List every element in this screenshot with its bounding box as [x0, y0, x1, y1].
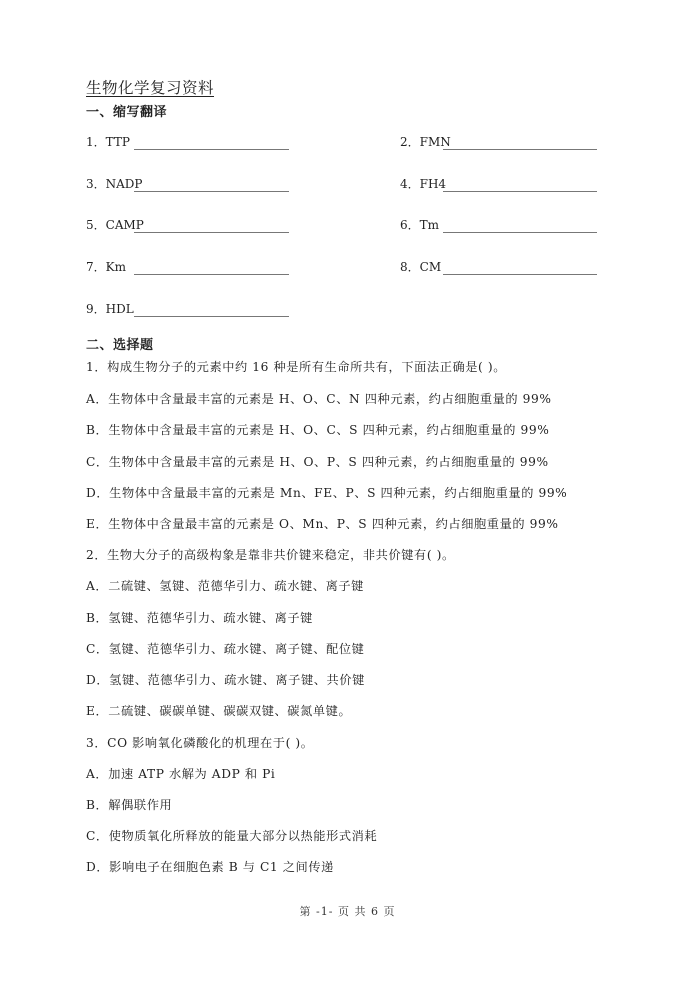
answer-blank[interactable]	[443, 219, 597, 233]
abbr-label: 8．CM	[400, 260, 445, 274]
section-heading-multiple-choice: 二、选择题	[86, 338, 154, 353]
abbr-item-4	[400, 175, 446, 192]
abbr-item-7	[86, 258, 134, 275]
question-2: 2．生物大分子的高级构象是靠非共价键来稳定，非共价键有( )。	[86, 548, 455, 562]
abbr-label: 2．FMN	[400, 135, 451, 149]
page-footer: 第 -1- 页 共 6 页	[299, 905, 396, 918]
answer-blank[interactable]	[134, 261, 289, 275]
abbr-label: 7．Km	[86, 260, 134, 274]
document-title: 生物化学复习资料	[86, 79, 215, 97]
q3-option-b: B．解偶联作用	[86, 798, 173, 812]
answer-blank[interactable]	[443, 178, 597, 192]
q2-option-d: D．氢键、范德华引力、疏水键、离子键、共价键	[86, 673, 365, 687]
abbr-item-1	[86, 133, 134, 150]
abbr-item-2	[400, 133, 451, 150]
abbr-item-5	[86, 216, 144, 233]
abbr-label: 9．HDL	[86, 302, 138, 316]
abbr-label: 5．CAMP	[86, 218, 144, 232]
answer-blank[interactable]	[134, 219, 289, 233]
abbr-label: 3．NADP	[86, 177, 143, 191]
answer-blank[interactable]	[134, 303, 289, 317]
q1-option-c: C．生物体中含量最丰富的元素是 H、O、P、S 四种元素，约占细胞重量的 99%	[86, 455, 549, 469]
q3-option-d: D．影响电子在细胞色素 B 与 C1 之间传递	[86, 860, 334, 874]
abbr-item-6	[400, 216, 443, 233]
q1-option-d: D．生物体中含量最丰富的元素是 Mn、FE、P、S 四种元素，约占细胞重量的 99%	[86, 486, 568, 500]
answer-blank[interactable]	[443, 136, 597, 150]
abbr-label: 6．Tm	[400, 218, 443, 232]
answer-blank[interactable]	[134, 178, 289, 192]
abbr-item-8	[400, 258, 445, 275]
abbr-label: 4．FH4	[400, 177, 447, 191]
q1-option-a: A．生物体中含量最丰富的元素是 H、O、C、N 四种元素，约占细胞重量的 99%	[86, 392, 552, 406]
q1-option-e: E．生物体中含量最丰富的元素是 O、Mn、P、S 四种元素，约占细胞重量的 99%	[86, 517, 559, 531]
q2-option-c: C．氢键、范德华引力、疏水键、离子键、配位键	[86, 642, 365, 656]
abbr-item-3	[86, 175, 143, 192]
q2-option-a: A．二硫键、氢键、范德华引力、疏水键、离子键	[86, 579, 364, 593]
abbr-label: 1．TTP	[86, 135, 134, 149]
q2-option-e: E．二硫键、碳碳单键、碳碳双键、碳氮单键。	[86, 704, 352, 718]
question-1: 1．构成生物分子的元素中约 16 种是所有生命所共有，下面法正确是( )。	[86, 360, 507, 374]
q2-option-b: B．氢键、范德华引力、疏水键、离子键	[86, 611, 313, 625]
abbr-item-9	[86, 300, 138, 317]
answer-blank[interactable]	[134, 136, 289, 150]
q3-option-a: A．加速 ATP 水解为 ADP 和 Pi	[86, 767, 276, 781]
q1-option-b: B．生物体中含量最丰富的元素是 H、O、C、S 四种元素，约占细胞重量的 99%	[86, 423, 550, 437]
answer-blank[interactable]	[443, 261, 597, 275]
q3-option-c: C．使物质氧化所释放的能量大部分以热能形式消耗	[86, 829, 378, 843]
question-3: 3．CO 影响氧化磷酸化的机理在于( )。	[86, 736, 314, 750]
section-heading-abbreviations: 一、缩写翻译	[86, 105, 168, 120]
